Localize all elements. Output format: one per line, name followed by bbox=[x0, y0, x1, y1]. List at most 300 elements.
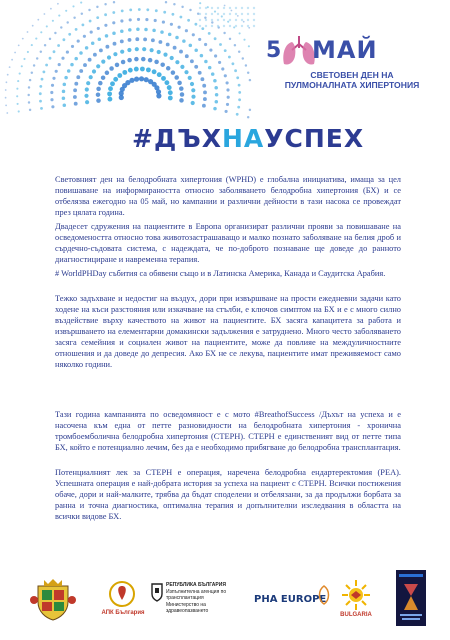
halftone-dot bbox=[238, 98, 241, 101]
halftone-dot bbox=[214, 11, 216, 13]
halftone-dot bbox=[160, 62, 165, 67]
halftone-dot bbox=[191, 101, 195, 105]
halftone-dot bbox=[40, 107, 43, 110]
halftone-dot bbox=[96, 87, 101, 92]
event-title-line2: ПУЛМОНАЛНАТА ХИПЕРТОНИЯ bbox=[284, 80, 420, 90]
halftone-dot bbox=[107, 55, 111, 59]
halftone-dot bbox=[73, 17, 75, 19]
halftone-dot bbox=[136, 28, 140, 32]
halftone-dot bbox=[225, 110, 228, 113]
halftone-dot bbox=[36, 57, 38, 59]
halftone-dot bbox=[37, 19, 39, 21]
halftone-dot bbox=[79, 51, 83, 55]
halftone-dot bbox=[229, 13, 231, 15]
halftone-dot bbox=[97, 27, 100, 30]
halftone-dot bbox=[135, 37, 139, 41]
halftone-dot bbox=[122, 70, 127, 75]
pha-swirl-icon bbox=[316, 584, 332, 606]
halftone-dot bbox=[18, 45, 20, 47]
halftone-dot bbox=[189, 9, 191, 11]
halftone-dot bbox=[243, 39, 245, 41]
halftone-dot bbox=[179, 16, 182, 19]
halftone-dot bbox=[202, 84, 206, 88]
halftone-dot bbox=[247, 71, 249, 73]
halftone-dot bbox=[88, 9, 90, 11]
halftone-dot bbox=[175, 36, 179, 40]
halftone-dot bbox=[198, 71, 202, 75]
halftone-dot bbox=[214, 54, 217, 57]
halftone-dot bbox=[179, 98, 184, 103]
halftone-dot bbox=[113, 77, 118, 82]
halftone-dot bbox=[177, 81, 182, 86]
halftone-dot bbox=[214, 37, 217, 40]
halftone-dot bbox=[27, 51, 29, 53]
halftone-dot bbox=[242, 57, 244, 59]
halftone-dot bbox=[27, 94, 29, 96]
halftone-dot bbox=[51, 105, 54, 108]
halftone-dot bbox=[9, 66, 11, 68]
poster-thumbnail bbox=[396, 570, 426, 626]
halftone-dot bbox=[228, 56, 231, 59]
halftone-dot bbox=[249, 79, 251, 81]
halftone-dot bbox=[89, 75, 93, 79]
halftone-dot bbox=[66, 21, 68, 23]
halftone-dot bbox=[104, 13, 107, 16]
halftone-dot bbox=[110, 81, 115, 86]
halftone-dot bbox=[68, 33, 71, 36]
halftone-dot bbox=[174, 75, 179, 80]
halftone-dot bbox=[234, 69, 237, 72]
halftone-dot bbox=[170, 23, 173, 26]
halftone-dot bbox=[127, 48, 131, 52]
halftone-dot bbox=[184, 70, 188, 74]
halftone-dot bbox=[223, 13, 225, 15]
halftone-dot bbox=[76, 75, 80, 79]
halftone-dot bbox=[109, 66, 114, 71]
halftone-dot bbox=[168, 96, 173, 101]
halftone-dot bbox=[211, 21, 213, 23]
halftone-dot bbox=[241, 7, 243, 9]
halftone-dot bbox=[57, 44, 60, 47]
halftone-dot bbox=[108, 86, 113, 91]
halftone-dot bbox=[61, 57, 64, 60]
halftone-dot bbox=[181, 6, 183, 8]
halftone-dot bbox=[107, 97, 112, 102]
halftone-dot bbox=[113, 42, 117, 46]
halftone-dot bbox=[141, 57, 146, 62]
halftone-dot bbox=[96, 92, 101, 97]
halftone-dot bbox=[88, 58, 92, 62]
halftone-dot bbox=[44, 13, 46, 15]
halftone-dot bbox=[105, 34, 109, 38]
halftone-dot bbox=[249, 109, 251, 111]
halftone-dot bbox=[72, 5, 74, 7]
halftone-dot bbox=[84, 94, 88, 98]
halftone-dot bbox=[213, 79, 217, 83]
halftone-dot bbox=[54, 32, 56, 34]
halftone-dot bbox=[62, 97, 66, 101]
halftone-dot bbox=[73, 88, 77, 92]
halftone-dot bbox=[89, 20, 92, 23]
halftone-dot bbox=[105, 45, 109, 49]
halftone-dot bbox=[203, 90, 207, 94]
halftone-dot bbox=[128, 38, 132, 42]
paragraph-symptoms: Тежко задъхване и недостиг на въздух, дори при извършване на прости ежедневни задачи като ходене на къси разстояния или изкачване на стълби, е ключов симптом на БХ и е с много силно въздействие върху качеството на живот на пациентите. БХ засяга капацитета за работа и извършването на елементарни домакински задължения е затруднено. Много често заболяването засяга семейния и социален живот на пациентите, може да повлияе на междуличностните отношения и да доведе до депресия. Ако БХ не се лекува, пациентите имат преживяемост само няколко години. bbox=[55, 294, 401, 369]
halftone-dot bbox=[229, 19, 231, 21]
halftone-dot bbox=[5, 97, 7, 99]
halftone-dot bbox=[223, 19, 225, 21]
halftone-dot bbox=[23, 58, 25, 60]
halftone-dot bbox=[11, 59, 13, 61]
halftone-dot bbox=[39, 92, 42, 95]
halftone-dot bbox=[238, 50, 240, 52]
halftone-dot bbox=[199, 7, 201, 9]
halftone-dot bbox=[50, 8, 52, 10]
halftone-dot bbox=[64, 76, 68, 80]
halftone-dot bbox=[62, 90, 66, 94]
date-number: 5 bbox=[266, 38, 282, 63]
halftone-dot bbox=[245, 64, 247, 66]
halftone-dot bbox=[217, 25, 219, 27]
halftone-dot bbox=[145, 18, 148, 21]
halftone-dot bbox=[85, 87, 89, 91]
halftone-dot bbox=[45, 64, 48, 67]
halftone-dot bbox=[143, 37, 147, 41]
halftone-dot bbox=[200, 77, 204, 81]
halftone-dot bbox=[83, 35, 86, 38]
halftone-dot bbox=[129, 8, 132, 11]
halftone-dot bbox=[31, 44, 33, 46]
halftone-dot bbox=[211, 13, 213, 15]
halftone-dot bbox=[236, 76, 239, 79]
halftone-dot bbox=[224, 49, 227, 52]
halftone-dot bbox=[173, 3, 175, 5]
halftone-dot bbox=[217, 7, 219, 9]
halftone-dot bbox=[14, 52, 16, 54]
halftone-dot bbox=[31, 71, 33, 73]
halftone-dot bbox=[98, 81, 103, 86]
halftone-dot bbox=[166, 66, 171, 71]
halftone-dot bbox=[41, 78, 44, 81]
halftone-dot bbox=[63, 83, 67, 87]
halftone-dot bbox=[52, 77, 55, 80]
halftone-dot bbox=[179, 86, 184, 91]
halftone-dot bbox=[27, 31, 29, 33]
halftone-dot bbox=[148, 58, 153, 63]
halftone-dot bbox=[128, 28, 132, 32]
halftone-dot bbox=[211, 72, 215, 76]
halftone-dot bbox=[49, 57, 52, 60]
halftone-dot bbox=[90, 31, 93, 34]
halftone-dot bbox=[81, 12, 83, 14]
halftone-dot bbox=[247, 116, 249, 118]
halftone-dot bbox=[237, 106, 240, 109]
halftone-dot bbox=[221, 67, 224, 70]
halftone-dot bbox=[248, 27, 250, 29]
halftone-dot bbox=[163, 53, 167, 57]
halftone-dot bbox=[6, 112, 8, 114]
halftone-dot bbox=[208, 66, 212, 70]
halftone-dot bbox=[236, 113, 239, 116]
halftone-dot bbox=[229, 25, 231, 27]
halftone-dot bbox=[199, 25, 201, 27]
halftone-dot bbox=[51, 84, 54, 87]
halftone-dot bbox=[248, 45, 250, 47]
halftone-dot bbox=[205, 25, 207, 27]
halftone-dot bbox=[171, 70, 176, 75]
halftone-dot bbox=[229, 38, 231, 40]
halftone-dot bbox=[39, 100, 42, 103]
halftone-dot bbox=[226, 103, 229, 106]
halftone-dot bbox=[152, 29, 156, 33]
date-month: МАЙ bbox=[312, 36, 378, 64]
halftone-dot bbox=[185, 54, 189, 58]
halftone-dot bbox=[208, 32, 211, 35]
halftone-dot bbox=[104, 3, 106, 5]
halftone-dot bbox=[233, 26, 235, 28]
halftone-dot bbox=[226, 88, 229, 91]
halftone-dot bbox=[151, 38, 155, 42]
hashtag-part1: #ДЪХ bbox=[132, 124, 222, 153]
halftone-dot bbox=[63, 104, 67, 108]
halftone-dot bbox=[199, 19, 201, 21]
halftone-dot bbox=[121, 9, 124, 12]
halftone-dot bbox=[180, 65, 184, 69]
halftone-dot bbox=[77, 40, 80, 43]
halftone-dot bbox=[40, 31, 42, 33]
halftone-dot bbox=[7, 74, 9, 76]
halftone-dot bbox=[160, 30, 164, 34]
halftone-dot bbox=[81, 23, 84, 26]
halftone-dot bbox=[187, 19, 190, 22]
halftone-dot bbox=[189, 44, 193, 48]
halftone-dot bbox=[224, 5, 226, 7]
halftone-dot bbox=[138, 8, 141, 11]
halftone-dot bbox=[86, 81, 90, 85]
halftone-dot bbox=[238, 91, 241, 94]
halftone-dot bbox=[205, 19, 207, 21]
event-title-line1: СВЕТОВЕН ДЕН НА bbox=[310, 70, 394, 80]
halftone-dot bbox=[129, 18, 132, 21]
halftone-dot bbox=[173, 46, 177, 50]
halftone-dot bbox=[221, 15, 223, 17]
halftone-dot bbox=[70, 63, 74, 67]
halftone-dot bbox=[231, 10, 233, 12]
halftone-dot bbox=[60, 26, 62, 28]
halftone-dot bbox=[79, 69, 83, 73]
halftone-dot bbox=[134, 67, 139, 72]
halftone-dot bbox=[203, 97, 207, 101]
halftone-dot bbox=[117, 73, 122, 78]
halftone-dot bbox=[253, 13, 255, 15]
halftone-dot bbox=[46, 25, 48, 27]
halftone-dot bbox=[19, 73, 21, 75]
halftone-dot bbox=[211, 19, 213, 21]
halftone-dot bbox=[50, 91, 53, 94]
hashtag-part2: НА bbox=[221, 124, 265, 153]
halftone-dot bbox=[191, 95, 195, 99]
halftone-dot bbox=[137, 18, 140, 21]
halftone-dot bbox=[235, 13, 237, 15]
halftone-dot bbox=[58, 15, 60, 17]
halftone-dot bbox=[247, 25, 249, 27]
halftone-dot bbox=[129, 78, 134, 83]
halftone-dot bbox=[223, 25, 225, 27]
halftone-dot bbox=[224, 74, 227, 77]
halftone-dot bbox=[73, 95, 77, 99]
campaign-hashtag bbox=[132, 124, 364, 153]
coat-of-arms-icon bbox=[30, 576, 76, 622]
halftone-dot bbox=[80, 2, 82, 4]
halftone-dot bbox=[204, 17, 206, 19]
halftone-dot bbox=[127, 58, 132, 63]
halftone-dot bbox=[253, 7, 255, 9]
halftone-dot bbox=[65, 10, 67, 12]
halftone-dot bbox=[107, 91, 112, 96]
halftone-dot bbox=[223, 7, 225, 9]
halftone-dot bbox=[156, 93, 161, 98]
halftone-dot bbox=[85, 100, 89, 104]
halftone-dot bbox=[22, 38, 24, 40]
halftone-dot bbox=[150, 48, 154, 52]
halftone-dot bbox=[32, 25, 34, 27]
halftone-dot bbox=[17, 80, 19, 82]
halftone-dot bbox=[39, 85, 42, 88]
halftone-dot bbox=[42, 70, 45, 73]
halftone-dot bbox=[204, 43, 207, 46]
halftone-dot bbox=[192, 33, 195, 36]
halftone-dot bbox=[217, 13, 219, 15]
halftone-dot bbox=[162, 21, 165, 24]
halftone-dot bbox=[205, 13, 207, 15]
halftone-dot bbox=[199, 2, 201, 4]
halftone-dot bbox=[191, 88, 195, 92]
halftone-dot bbox=[146, 67, 151, 72]
halftone-dot bbox=[113, 1, 115, 3]
halftone-dot bbox=[112, 21, 115, 24]
halftone-dot bbox=[74, 57, 78, 61]
halftone-dot bbox=[235, 19, 237, 21]
halftone-dot bbox=[101, 60, 105, 64]
halftone-dot bbox=[200, 54, 204, 58]
halftone-dot bbox=[218, 61, 221, 64]
halftone-dot bbox=[163, 11, 166, 14]
halftone-dot bbox=[238, 84, 241, 87]
halftone-dot bbox=[235, 7, 237, 9]
halftone-dot bbox=[194, 65, 198, 69]
halftone-dot bbox=[58, 63, 61, 66]
halftone-dot bbox=[179, 50, 183, 54]
republic-logo-text: РЕПУБЛИКА БЪЛГАРИЯ Изпълнителна агенция по трансплантация Министерство на здравеопазването bbox=[166, 582, 227, 614]
halftone-dot bbox=[194, 23, 197, 26]
halftone-dot bbox=[214, 86, 218, 90]
halftone-dot bbox=[16, 88, 18, 90]
halftone-dot bbox=[171, 13, 174, 16]
paragraph-treatment: Потенциалният лек за СТЕРН е операция, наречена белодробна ендартеректомия (PEA). Успешната операция е най-добрата история за успеха на пациент с СТЕРН. Всички постижения обаче, дори и най-малките, трябва да бъдат споделени и отбелязани, за да продължи борбата за ранна и точна диагностика, оптимална терапия и допълнителни изследвания в областта на всички видове БХ. bbox=[55, 468, 401, 521]
halftone-dot bbox=[16, 95, 18, 97]
paragraph-campaign: Тази година кампанията по осведомяност е с мото #BreathofSuccess /Дъхът на успеха и е насочена към една от петте разновидности на белодробната хипертония - хронична тромбоемболична белодробна хипертония (СТЕРН). СТЕРН е единственият вид от петте типа БХ, който е потенциално лечим, без да е необходимо прибягване до белодробна трансплантация. bbox=[55, 410, 401, 452]
halftone-dot bbox=[44, 44, 46, 46]
halftone-dot bbox=[134, 77, 139, 82]
apk-logo-icon bbox=[100, 580, 144, 610]
halftone-dot bbox=[204, 60, 208, 64]
halftone-dot bbox=[167, 85, 172, 90]
halftone-dot bbox=[142, 47, 146, 51]
hashtag-part3: УСПЕХ bbox=[264, 124, 365, 153]
halftone-dot bbox=[120, 19, 123, 22]
apk-logo-text: АПК България bbox=[101, 610, 145, 616]
halftone-dot bbox=[182, 39, 186, 43]
halftone-dot bbox=[91, 42, 95, 46]
halftone-dot bbox=[247, 19, 249, 21]
partner-logos bbox=[28, 576, 428, 626]
halftone-dot bbox=[104, 24, 107, 27]
halftone-dot bbox=[223, 32, 225, 34]
halftone-dot bbox=[247, 7, 249, 9]
halftone-dot bbox=[113, 52, 117, 56]
halftone-dot bbox=[140, 67, 145, 72]
paragraph-associations: Двадесет сдружения на пациентите в Европа организират различни прояви за повишаване на осведомеността относно това животозастрашаващо и малко познато заболяване на белия дроб и сърдечно-съдовата система, с надеждата, че по-доброто познаване ще доведе до ранното диагностициране и навременна терапия. bbox=[55, 222, 401, 264]
halftone-dot bbox=[83, 63, 87, 67]
halftone-dot bbox=[28, 86, 30, 88]
halftone-dot bbox=[157, 50, 161, 54]
halftone-dot bbox=[98, 38, 102, 42]
halftone-dot bbox=[92, 69, 96, 73]
halftone-dot bbox=[205, 7, 207, 9]
halftone-dot bbox=[120, 29, 124, 33]
halftone-dot bbox=[66, 51, 69, 54]
halftone-dot bbox=[144, 28, 148, 32]
halftone-dot bbox=[49, 38, 51, 40]
halftone-dot bbox=[235, 25, 237, 27]
halftone-dot bbox=[155, 9, 158, 12]
halftone-dot bbox=[211, 7, 213, 9]
halftone-dot bbox=[28, 101, 30, 103]
halftone-dot bbox=[168, 33, 172, 37]
halftone-dot bbox=[185, 29, 188, 32]
world-ph-day-logo bbox=[262, 34, 442, 120]
halftone-dot bbox=[215, 93, 219, 97]
halftone-dot bbox=[135, 47, 139, 51]
halftone-dot bbox=[57, 3, 59, 5]
halftone-dot bbox=[178, 26, 181, 29]
halftone-dot bbox=[33, 64, 35, 66]
halftone-dot bbox=[170, 56, 174, 60]
halftone-dot bbox=[152, 69, 157, 74]
halftone-dot bbox=[234, 44, 236, 46]
halftone-dot bbox=[62, 38, 65, 41]
halftone-dot bbox=[115, 63, 120, 68]
halftone-dot bbox=[227, 21, 229, 23]
halftone-dot bbox=[226, 81, 229, 84]
halftone-dot bbox=[199, 13, 201, 15]
halftone-dot bbox=[120, 50, 124, 54]
halftone-dot bbox=[194, 49, 198, 53]
halftone-dot bbox=[134, 57, 139, 62]
halftone-dot bbox=[217, 19, 219, 21]
halftone-dot bbox=[75, 28, 78, 31]
halftone-dot bbox=[239, 32, 241, 34]
halftone-dot bbox=[139, 76, 144, 81]
halftone-dot bbox=[227, 96, 230, 99]
halftone-dot bbox=[55, 70, 58, 73]
halftone-dot bbox=[35, 38, 37, 40]
halftone-dot bbox=[96, 64, 100, 68]
halftone-dot bbox=[180, 92, 185, 97]
halftone-dot bbox=[17, 103, 19, 105]
halftone-dot bbox=[158, 40, 162, 44]
halftone-dot bbox=[241, 13, 243, 15]
